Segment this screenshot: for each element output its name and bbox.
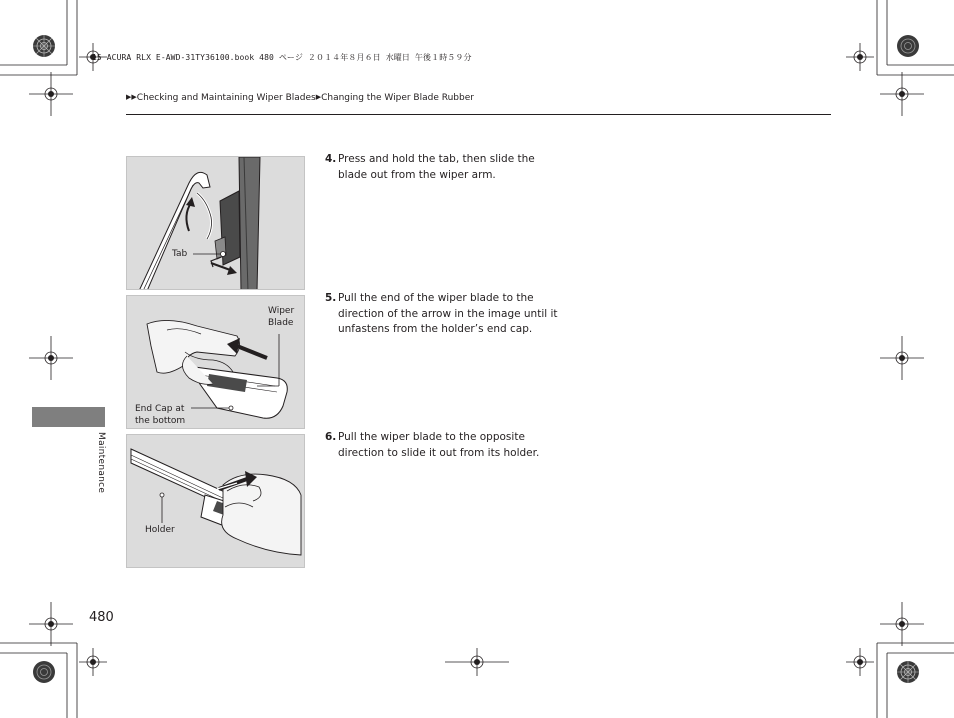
step-4-line-1: Press and hold the tab, then slide the (338, 153, 535, 165)
step-6-line-2: direction to slide it out from its holder. (338, 446, 540, 459)
breadcrumb-section[interactable]: Checking and Maintaining Wiper Blades (136, 93, 316, 103)
breadcrumb-subsection[interactable]: Changing the Wiper Blade Rubber (321, 93, 474, 103)
header-rule (126, 114, 831, 115)
figure-holder-removal (126, 434, 305, 568)
print-job-info: 15 ACURA RLX E-AWD-31TY36100.book 480 ページ ２０１４年８月６日 水曜日 午後１時５９分 (92, 53, 472, 62)
step-4-line-2: blade out from the wiper arm. (338, 168, 496, 181)
chapter-label: Maintenance (96, 432, 106, 494)
breadcrumb-marker: ▶▶ (126, 93, 137, 101)
callout-end-cap-line2: the bottom (135, 416, 186, 426)
callout-wiper-blade-line2: Blade (268, 318, 294, 328)
step-6 (325, 430, 565, 461)
step-6-line-1: Pull the wiper blade to the opposite (338, 431, 525, 443)
step-6-number: 6. (325, 431, 337, 443)
step-5-line-3: unfastens from the holder’s end cap. (338, 323, 533, 335)
page-number: 480 (89, 610, 114, 625)
step-5-number: 5. (325, 292, 337, 304)
wiper-holder-illustration (127, 435, 305, 568)
wiper-arm-illustration (127, 157, 305, 290)
callout-holder: Holder (145, 525, 175, 535)
callout-end-cap-line1: End Cap at (135, 404, 185, 414)
breadcrumb-separator: ▶ (315, 93, 322, 101)
callout-wiper-blade-line1: Wiper (268, 306, 295, 316)
breadcrumb (126, 93, 474, 103)
chapter-tab[interactable] (32, 407, 105, 427)
step-4 (325, 152, 565, 183)
step-4-number: 4. (325, 153, 337, 165)
figure-end-cap-release (126, 295, 305, 429)
step-5-line-1: Pull the end of the wiper blade to the (338, 292, 534, 304)
step-5-line-2: direction of the arrow in the image until it (338, 307, 558, 320)
figure-tab-release (126, 156, 305, 290)
callout-tab: Tab (172, 249, 188, 259)
step-5 (325, 291, 565, 338)
